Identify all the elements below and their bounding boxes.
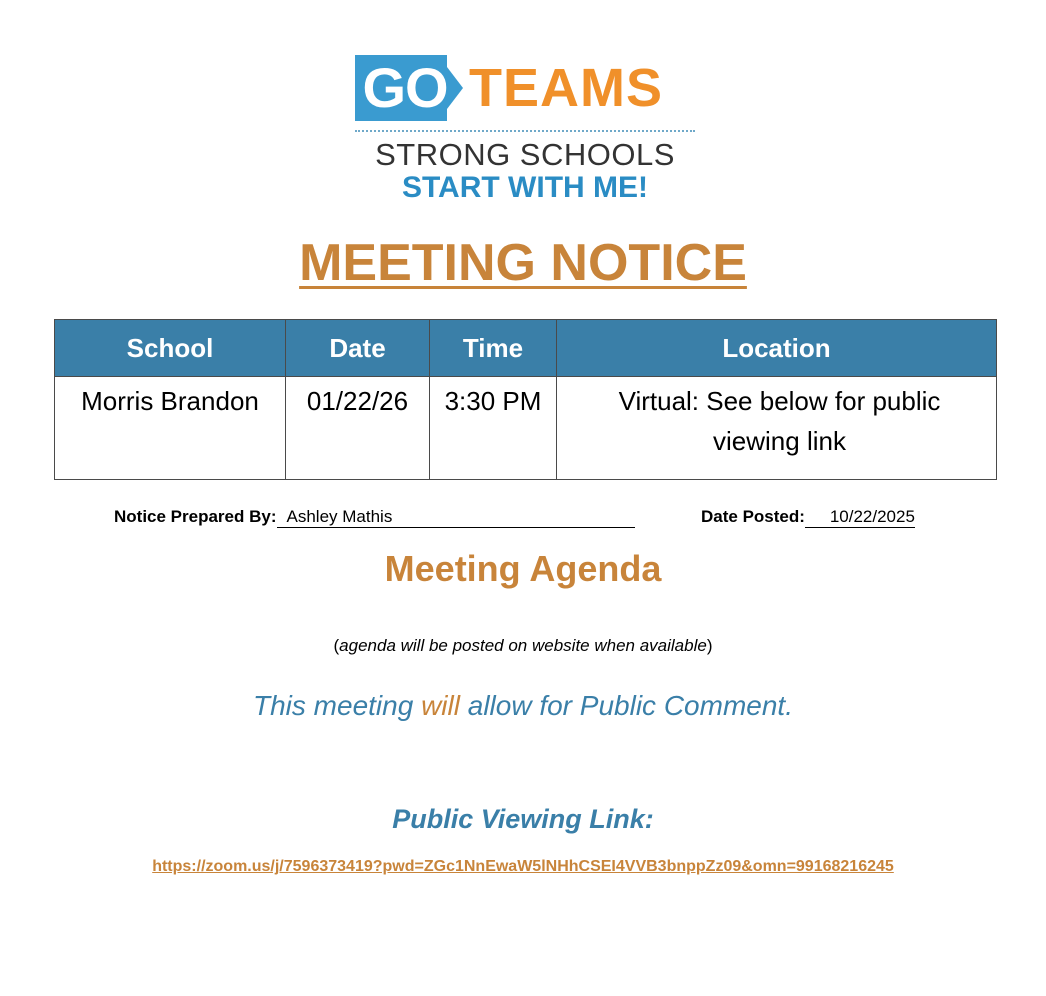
header-time: Time bbox=[430, 320, 557, 377]
cell-location: Virtual: See below for public viewing link bbox=[557, 377, 997, 480]
table-row bbox=[55, 377, 997, 480]
posted-value: 10/22/2025 bbox=[805, 507, 915, 528]
public-viewing-link[interactable]: https://zoom.us/j/7596373419?pwd=ZGc1NnEwaW5lNHhCSEI4VVB3bnppZz09&omn=99168216245 bbox=[152, 858, 894, 875]
logo-teams-text: TEAMS bbox=[469, 58, 663, 118]
cell-date: 01/22/26 bbox=[286, 377, 430, 480]
agenda-note-text: agenda will be posted on website when available bbox=[339, 636, 707, 655]
header-date: Date bbox=[286, 320, 430, 377]
header-school: School bbox=[55, 320, 286, 377]
logo-tagline-2: START WITH ME! bbox=[401, 171, 649, 204]
public-viewing-title: Public Viewing Link: bbox=[392, 804, 654, 834]
prepared-value: Ashley Mathis bbox=[277, 507, 635, 528]
logo-go-text: GO bbox=[362, 56, 448, 119]
public-comment-part2: allow for Public Comment. bbox=[459, 690, 793, 721]
logo-tagline-1: STRONG SCHOOLS bbox=[375, 137, 675, 172]
agenda-note-close: ) bbox=[706, 636, 713, 655]
goteams-logo bbox=[355, 55, 695, 205]
notice-prepared-by bbox=[114, 506, 635, 528]
cell-school: Morris Brandon bbox=[55, 377, 286, 480]
public-comment-statement bbox=[0, 686, 1046, 726]
page-title-text: MEETING NOTICE bbox=[299, 234, 747, 292]
date-posted bbox=[701, 506, 915, 528]
cell-time: 3:30 PM bbox=[430, 377, 557, 480]
posted-label: Date Posted: bbox=[701, 507, 805, 526]
agenda-title: Meeting Agenda bbox=[384, 548, 662, 589]
logo-dotted-divider bbox=[355, 130, 695, 132]
meeting-details-table bbox=[54, 319, 997, 480]
agenda-note-open: ( bbox=[333, 636, 340, 655]
header-location: Location bbox=[557, 320, 997, 377]
public-comment-part1: This meeting bbox=[253, 690, 422, 721]
page-title bbox=[0, 228, 1046, 298]
prepared-label: Notice Prepared By: bbox=[114, 507, 277, 526]
agenda-note bbox=[0, 634, 1046, 658]
table-header-row bbox=[55, 320, 997, 377]
logo-top-row bbox=[355, 55, 695, 123]
public-comment-will: will bbox=[421, 690, 460, 721]
